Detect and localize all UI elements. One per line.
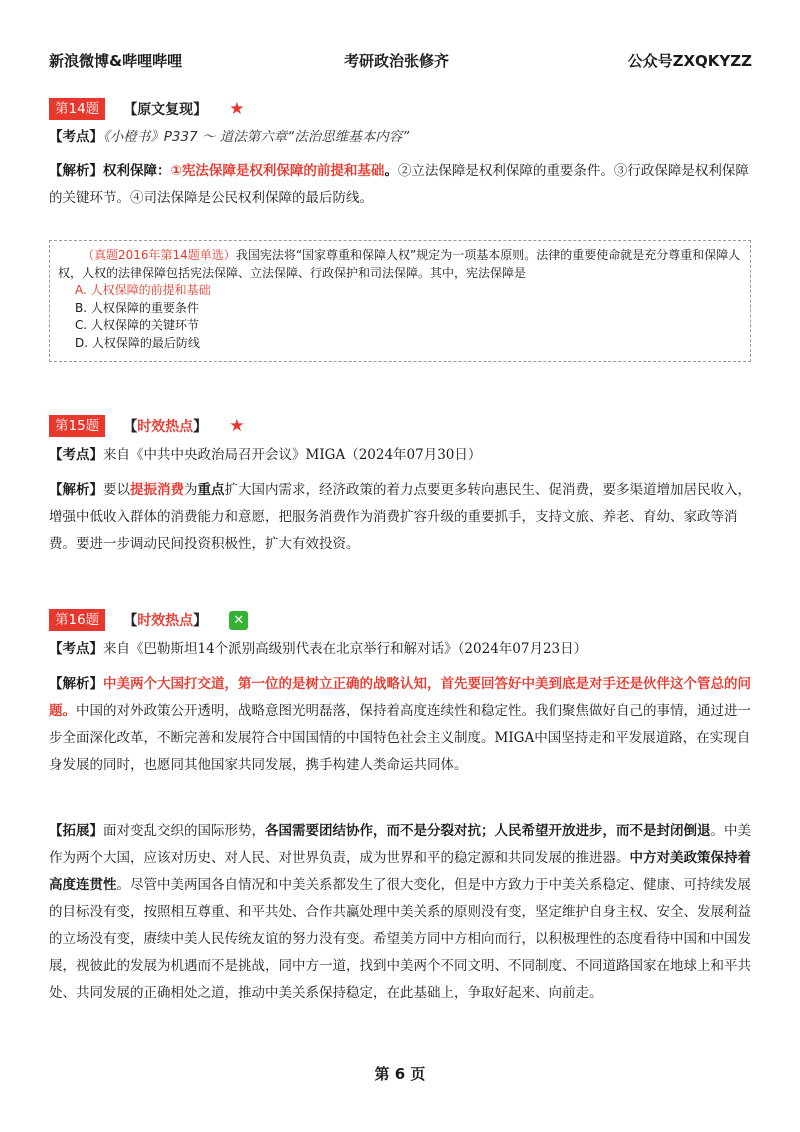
header-center: 考研政治张修齐 [344, 52, 450, 70]
question-stem: （真题2016年第14题单选）我国宪法将“国家尊重和保障人权”规定为一项基本原则。法律的重要使命就是充分尊重和保障人权，人权的法律保障包括宪法保障、立法保障、行政保护和司法保障。其中，宪法保障是 [58, 248, 741, 280]
q15-badge: 第15题 [49, 415, 105, 437]
q14-tag: 【原文复现】 [123, 102, 208, 118]
option-b: B. 人权保障的重要条件 [75, 300, 199, 315]
star-icon: ★ [229, 99, 245, 119]
q15-heading [49, 413, 244, 439]
q16-tuozhan: 【拓展】面对变乱交织的国际形势，各国需要团结协作，而不是分裂对抗；人民希望开放进步，而不是封闭倒退。中美作为两个大国，应该对历史、对人民、对世界负责，成为世界和平的稳定源和共同发展的推进器。中方对美政策保持着高度连贯性。尽管中美两国各自情况和中美关系都发生了很大变化，但是中方致力于中美关系稳定、健康、可持续发展的目标没有变，按照相互尊重、和平共处、合作共赢处理中美关系的原则没有变，坚定维护自身主权、安全、发展利益的立场没有变，赓续中美人民传统友谊的努力没有变。希望美方同中方相向而行，以积极理性的态度看待中国和中国发展，视彼此的发展为机遇而不是挑战，同中方一道，找到中美两个不同文明、不同制度、不同道路国家在地球上和平共处、共同发展的正确相处之道，推动中美关系保持稳定，在此基础上，争取好起来、向前走。 [49, 823, 751, 1001]
header-right: 公众号ZXQKYZZ [627, 52, 752, 70]
q15-jiexi: 【解析】要以提振消费为重点扩大国内需求，经济政策的着力点要更多转向惠民生、促消费，要多渠道增加居民收入，增强中低收入群体的消费能力和意愿，把服务消费作为消费扩容升级的重要抓手，支持文旅、养老、育幼、家政等消费。要进一步调动民间投资积极性，扩大有效投资。 [49, 482, 751, 552]
header-left: 新浪微博&哔哩哔哩 [49, 52, 183, 70]
q14-kaodian: 【考点】《小橙书》P337 ～ 道法第六章“法治思维基本内容” [49, 129, 410, 145]
option-d: D. 人权保障的最后防线 [75, 335, 200, 350]
q16-heading [49, 607, 248, 633]
q14-badge: 第14题 [49, 98, 105, 120]
q14-jiexi: 【解析】权利保障：①宪法保障是权利保障的前提和基础。②立法保障是权利保障的重要条件。③行政保障是权利保障的关键环节。④司法保障是公民权利保障的最后防线。 [49, 163, 749, 206]
exam-question-box [49, 240, 751, 362]
q16-kaodian: 【考点】来自《巴勒斯坦14个派别高级别代表在北京举行和解对话》（2024年07月23日） [49, 641, 588, 657]
q16-tag: 【时效热点】 [123, 613, 208, 629]
q15-tag: 【时效热点】 [123, 419, 208, 435]
option-c: C. 人权保障的关键环节 [75, 318, 200, 333]
q16-badge: 第16题 [49, 609, 105, 631]
q14-heading [49, 96, 244, 122]
cross-mark-icon: ✕ [229, 611, 248, 630]
q16-jiexi: 【解析】中美两个大国打交道，第一位的是树立正确的战略认知，首先要回答好中美到底是对手还是伙伴这个管总的问题。中国的对外政策公开透明，战略意图光明磊落，保持着高度连续性和稳定性。我们聚焦做好自己的事情，通过进一步全面深化改革，不断完善和发展符合中国国情的中国特色社会主义制度。MIGA中国坚持走和平发展道路，在实现自身发展的同时，也愿同其他国家共同发展，携手构建人类命运共同体。 [49, 676, 751, 773]
q15-kaodian: 【考点】来自《中共中央政治局召开会议》MIGA（2024年07月30日） [49, 447, 482, 463]
star-icon: ★ [229, 416, 245, 436]
option-a: A. 人权保障的前提和基础 [75, 283, 211, 298]
page-number: 第 6 页 [374, 1065, 426, 1083]
